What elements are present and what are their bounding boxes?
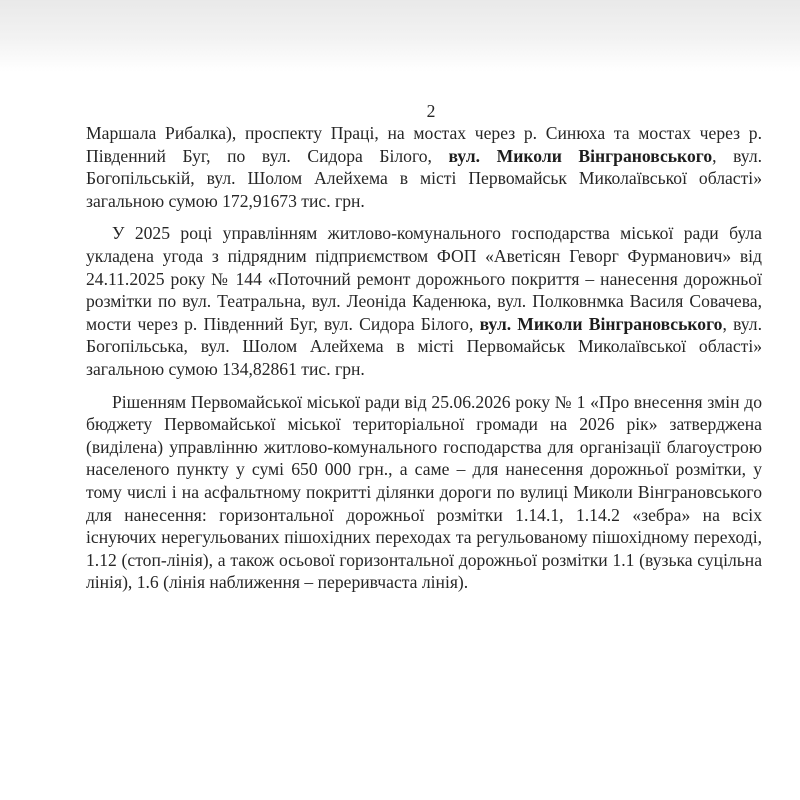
paragraph-1-text: , вул. Богопільській, вул. Шолом Алейхема в місті Первомайськ Миколаївської області» загальною сумою 172,91673 тис. грн.	[86, 145, 762, 211]
paragraph-3	[86, 391, 762, 594]
page-number: 2	[426, 101, 436, 121]
paragraph-1	[86, 122, 762, 212]
paragraph-2-text: У 2025 році управлінням житлово-комунального господарства міської ради була укладена угода з підрядним підприємством ФОП «Аветісян Геворг Фурманович» від 24.11.2025 року № 144 «Поточний ремонт дорожнього покриття – нанесення дорожньої розмітки по вул. Театральна, вул. Леоніда Каденюка, вул. Полковнмка Василя Совачева, мости через р. Південний Буг, вул. Сидора Білого,	[86, 223, 762, 334]
document-body	[86, 100, 762, 594]
paragraph-2-text: , вул. Богопільська, вул. Шолом Алейхема в місті Первомайськ Миколаївської області» загальною сумою 134,82861 тис. грн.	[86, 313, 762, 379]
paragraph-3-text: Рішенням Первомайської міської ради від 25.06.2026 року № 1 «Про внесення змін до бюджету Первомайської міської територіальної громади на 2026 рік» затверджена (виділена) управлінню житлово-комунального господарства для організації благоустрою населеного пункту у сумі 650 000 грн., а саме – для нанесення дорожньої розмітки, у тому числі і на асфальтному покритті ділянки дороги по вулиці Миколи Вінграновського для нанесення: горизонтальної дорожньої розмітки 1.14.1, 1.14.2 «зебра» на всіх існуючих нерегульованих пішохідних переходах та регульованому пішохідному переході, 1.12 (стоп-лінія), а також осьової горизонтальної дорожньої розмітки 1.1 (вузька суцільна лінія), 1.6 (лінія наближення – переривчаста лінія).	[86, 391, 762, 593]
paragraph-2	[86, 222, 762, 380]
street-name-bold: вул. Миколи Вінграновського	[448, 145, 713, 166]
street-name-bold: вул. Миколи Вінграновського	[479, 313, 723, 334]
paragraph-1-text: Маршала Рибалка), проспекту Праці, на мостах через р. Синюха та мостах через р. Південний Буг, по вул. Сидора Білого,	[86, 123, 762, 166]
